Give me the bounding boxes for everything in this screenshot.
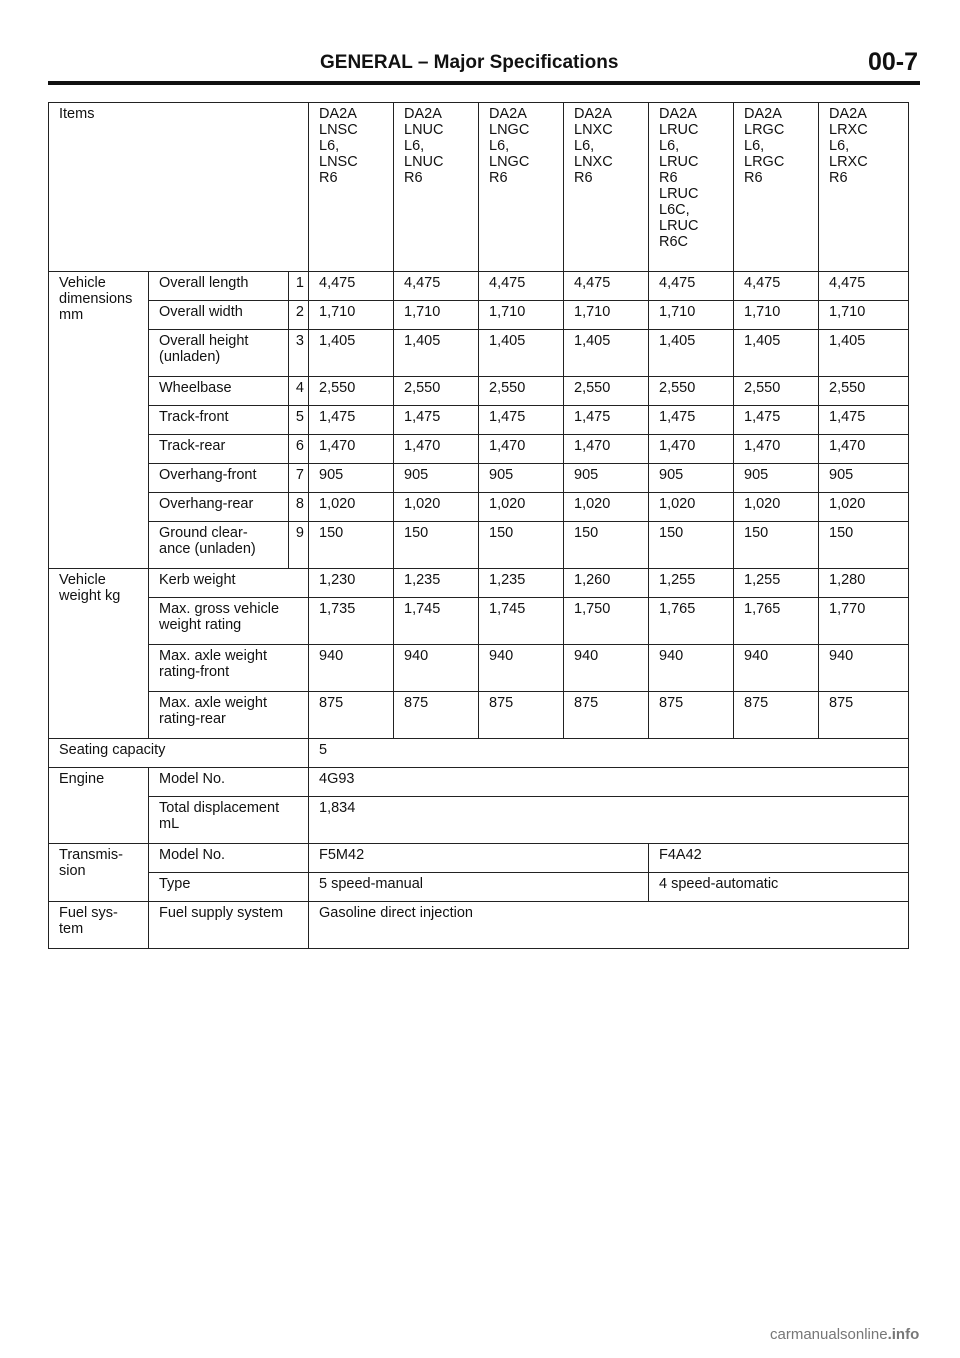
page-header: [48, 48, 918, 82]
value-cell: 905: [394, 464, 479, 493]
value-cell: 2,550: [649, 377, 734, 406]
value-cell: 1,765: [649, 598, 734, 645]
engine-row: [49, 768, 909, 797]
value-cell: 1,710: [649, 301, 734, 330]
table-row: [49, 522, 909, 569]
row-label: Overall length: [149, 272, 289, 301]
value-cell: 940: [309, 645, 394, 692]
value-cell: 1,020: [564, 493, 649, 522]
value-cell: 940: [394, 645, 479, 692]
table-row: [49, 598, 909, 645]
table-row: [49, 692, 909, 739]
value-cell: 1,280: [819, 569, 909, 598]
value-cell: 4,475: [649, 272, 734, 301]
row-label: Max. gross vehicle weight rating: [149, 598, 309, 645]
value-cell: 4,475: [394, 272, 479, 301]
value-cell: 905: [564, 464, 649, 493]
value-cell: 1,405: [479, 330, 564, 377]
table-row: [49, 406, 909, 435]
transmission-type-manual: 5 speed-manual: [309, 873, 649, 902]
value-cell: 150: [394, 522, 479, 569]
value-cell: 1,475: [819, 406, 909, 435]
row-number: 2: [289, 301, 309, 330]
value-cell: 1,475: [309, 406, 394, 435]
value-cell: 4,475: [819, 272, 909, 301]
value-cell: 1,710: [394, 301, 479, 330]
value-cell: 1,735: [309, 598, 394, 645]
value-cell: 1,475: [734, 406, 819, 435]
value-cell: 1,255: [734, 569, 819, 598]
value-cell: 1,470: [734, 435, 819, 464]
value-cell: 1,020: [309, 493, 394, 522]
row-number: 8: [289, 493, 309, 522]
value-cell: 940: [649, 645, 734, 692]
engine-row: [49, 797, 909, 844]
row-label: Overall height (unladen): [149, 330, 289, 377]
value-cell: 150: [309, 522, 394, 569]
value-cell: 1,405: [819, 330, 909, 377]
value-cell: 875: [309, 692, 394, 739]
fuel-row: [49, 902, 909, 949]
value-cell: 1,475: [649, 406, 734, 435]
row-number: 6: [289, 435, 309, 464]
value-cell: 905: [479, 464, 564, 493]
group-label-fuel: Fuel sys- tem: [49, 902, 149, 949]
value-cell: 1,710: [479, 301, 564, 330]
table-row: [49, 301, 909, 330]
value-cell: 1,765: [734, 598, 819, 645]
value-cell: 1,405: [649, 330, 734, 377]
value-cell: 1,405: [564, 330, 649, 377]
group-label-transmission: Transmis- sion: [49, 844, 149, 902]
row-label: Track-front: [149, 406, 289, 435]
value-cell: 1,710: [564, 301, 649, 330]
value-cell: 1,020: [649, 493, 734, 522]
value-cell: 905: [649, 464, 734, 493]
value-cell: 1,020: [394, 493, 479, 522]
transmission-row: [49, 844, 909, 873]
table-row: [49, 464, 909, 493]
row-label: Type: [149, 873, 309, 902]
row-label: Overall width: [149, 301, 289, 330]
row-label: Wheelbase: [149, 377, 289, 406]
fuel-value: Gasoline direct injection: [309, 902, 909, 949]
value-cell: 875: [479, 692, 564, 739]
row-label: Kerb weight: [149, 569, 309, 598]
table-row: [49, 377, 909, 406]
value-cell: 1,475: [479, 406, 564, 435]
model-header-cell: DA2A LNXC L6, LNXC R6: [564, 103, 649, 272]
transmission-type-auto: 4 speed-automatic: [649, 873, 909, 902]
page-title: GENERAL – Major Specifications: [320, 52, 619, 73]
seating-value: 5: [309, 739, 909, 768]
table-row: [49, 330, 909, 377]
value-cell: 1,470: [309, 435, 394, 464]
row-label: Model No.: [149, 768, 309, 797]
value-cell: 150: [734, 522, 819, 569]
header-rule: [48, 81, 920, 85]
row-label: Ground clear- ance (unladen): [149, 522, 289, 569]
specifications-table: [48, 102, 909, 949]
value-cell: 1,260: [564, 569, 649, 598]
row-label: Track-rear: [149, 435, 289, 464]
table-row: [49, 569, 909, 598]
model-header-cell: DA2A LRGC L6, LRGC R6: [734, 103, 819, 272]
value-cell: 940: [479, 645, 564, 692]
value-cell: 2,550: [479, 377, 564, 406]
watermark: carmanualsonline.info: [770, 1326, 920, 1343]
value-cell: 1,405: [309, 330, 394, 377]
value-cell: 1,405: [734, 330, 819, 377]
value-cell: 940: [734, 645, 819, 692]
row-label: Total displacement mL: [149, 797, 309, 844]
model-header-cell: DA2A LNSC L6, LNSC R6: [309, 103, 394, 272]
value-cell: 1,020: [734, 493, 819, 522]
value-cell: 4,475: [309, 272, 394, 301]
row-label: Fuel supply system: [149, 902, 309, 949]
value-cell: 2,550: [394, 377, 479, 406]
group-label-dimensions: Vehicle dimensions mm: [49, 272, 149, 569]
value-cell: 4,475: [479, 272, 564, 301]
row-number: 4: [289, 377, 309, 406]
value-cell: 1,470: [394, 435, 479, 464]
table-row: [49, 435, 909, 464]
table-row: [49, 272, 909, 301]
table-row: [49, 645, 909, 692]
value-cell: 905: [819, 464, 909, 493]
value-cell: 1,020: [819, 493, 909, 522]
value-cell: 1,235: [479, 569, 564, 598]
value-cell: 1,475: [394, 406, 479, 435]
value-cell: 1,255: [649, 569, 734, 598]
value-cell: 940: [564, 645, 649, 692]
transmission-model-auto: F4A42: [649, 844, 909, 873]
value-cell: 1,235: [394, 569, 479, 598]
value-cell: 875: [564, 692, 649, 739]
value-cell: 1,770: [819, 598, 909, 645]
value-cell: 1,405: [394, 330, 479, 377]
seating-row: [49, 739, 909, 768]
value-cell: 905: [734, 464, 819, 493]
row-number: 3: [289, 330, 309, 377]
value-cell: 875: [649, 692, 734, 739]
value-cell: 150: [649, 522, 734, 569]
value-cell: 1,230: [309, 569, 394, 598]
group-label-weight: Vehicle weight kg: [49, 569, 149, 739]
value-cell: 2,550: [309, 377, 394, 406]
value-cell: 1,745: [394, 598, 479, 645]
value-cell: 1,745: [479, 598, 564, 645]
value-cell: 905: [309, 464, 394, 493]
value-cell: 940: [819, 645, 909, 692]
value-cell: 1,710: [734, 301, 819, 330]
value-cell: 150: [564, 522, 649, 569]
value-cell: 1,470: [479, 435, 564, 464]
value-cell: 2,550: [564, 377, 649, 406]
value-cell: 1,470: [819, 435, 909, 464]
seating-label: Seating capacity: [49, 739, 309, 768]
value-cell: 1,710: [819, 301, 909, 330]
row-number: 9: [289, 522, 309, 569]
table-body: [49, 103, 909, 949]
value-cell: 150: [479, 522, 564, 569]
row-number: 1: [289, 272, 309, 301]
row-number: 5: [289, 406, 309, 435]
value-cell: 1,020: [479, 493, 564, 522]
row-number: 7: [289, 464, 309, 493]
value-cell: 1,470: [564, 435, 649, 464]
row-label: Overhang-front: [149, 464, 289, 493]
model-header-cell: DA2A LNGC L6, LNGC R6: [479, 103, 564, 272]
group-label-engine: Engine: [49, 768, 149, 844]
engine-displacement-value: 1,834: [309, 797, 909, 844]
model-header-cell: DA2A LRUC L6, LRUC R6 LRUC L6C, LRUC R6C: [649, 103, 734, 272]
value-cell: 2,550: [819, 377, 909, 406]
model-header-cell: DA2A LRXC L6, LRXC R6: [819, 103, 909, 272]
model-header-cell: DA2A LNUC L6, LNUC R6: [394, 103, 479, 272]
value-cell: 1,710: [309, 301, 394, 330]
value-cell: 875: [734, 692, 819, 739]
value-cell: 875: [819, 692, 909, 739]
transmission-row: [49, 873, 909, 902]
value-cell: 875: [394, 692, 479, 739]
engine-model-value: 4G93: [309, 768, 909, 797]
value-cell: 150: [819, 522, 909, 569]
row-label: Max. axle weight rating-front: [149, 645, 309, 692]
value-cell: 2,550: [734, 377, 819, 406]
row-label: Max. axle weight rating-rear: [149, 692, 309, 739]
model-header-row: [49, 103, 909, 272]
value-cell: 1,470: [649, 435, 734, 464]
page-number: 00-7: [867, 48, 918, 76]
row-label: Overhang-rear: [149, 493, 289, 522]
value-cell: 1,750: [564, 598, 649, 645]
table-row: [49, 493, 909, 522]
transmission-model-manual: F5M42: [309, 844, 649, 873]
value-cell: 4,475: [734, 272, 819, 301]
value-cell: 4,475: [564, 272, 649, 301]
value-cell: 1,475: [564, 406, 649, 435]
row-label: Model No.: [149, 844, 309, 873]
items-header: Items: [49, 103, 309, 272]
